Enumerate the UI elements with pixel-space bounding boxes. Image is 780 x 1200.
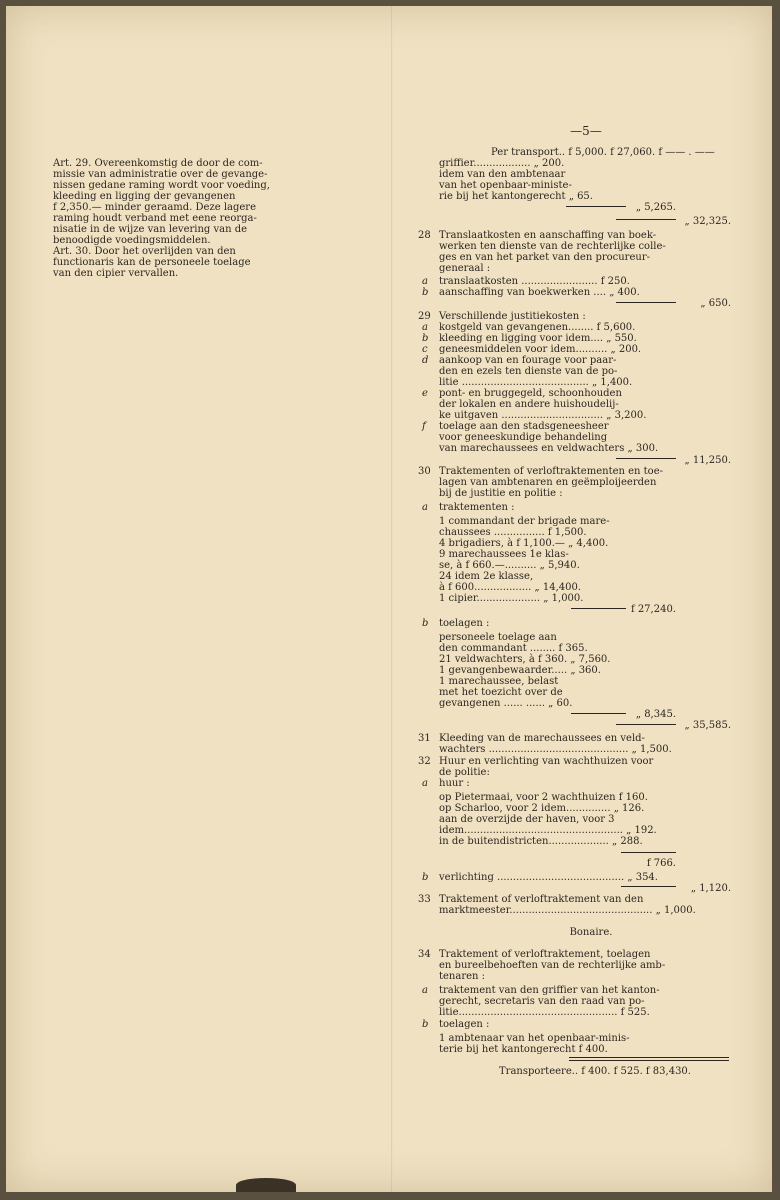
note-line: raming houdt verband met eene reorga- xyxy=(53,213,257,224)
note-line: nissen gedane raming wordt voor voeding, xyxy=(53,180,270,191)
sub-marker: a xyxy=(422,276,428,287)
ledger-line: kostgeld van gevangenen........ f 5,600. xyxy=(439,322,636,333)
ledger-line: toelagen : xyxy=(439,1019,490,1030)
ledger-line: traktementen : xyxy=(439,502,515,513)
item-number: 29 xyxy=(418,311,431,322)
ledger-line: aanschaffing van boekwerken .... „ 400. xyxy=(439,287,640,298)
ledger-line: ges en van het parket van den procureur- xyxy=(439,252,650,263)
total: „ 35,585. xyxy=(684,720,731,731)
ledger-line: generaal : xyxy=(439,263,491,274)
ledger-line: 9 marechaussees 1e klas- xyxy=(439,549,569,560)
note-line: nisatie in de wijze van levering van de xyxy=(53,224,248,235)
ledger-line: aankoop van en fourage voor paar- xyxy=(439,355,617,366)
sum-rule xyxy=(569,1057,729,1058)
ledger-line: huur : xyxy=(439,778,470,789)
ledger-line: aan de overzijde der haven, voor 3 xyxy=(439,814,615,825)
subtotal: f 27,240. xyxy=(630,604,676,615)
ledger-line: gerecht, secretaris van den raad van po- xyxy=(439,996,645,1007)
ledger-line: den commandant ........ f 365. xyxy=(439,643,588,654)
ledger-line: 21 veldwachters, à f 360. „ 7,560. xyxy=(439,654,611,665)
note-line: f 2,350.— minder geraamd. Deze lagere xyxy=(53,202,257,213)
document-page xyxy=(6,6,772,1192)
transporteere: Transporteere.. f 400. f 525. f 83,430. xyxy=(499,1066,691,1077)
sub-marker: b xyxy=(422,287,429,298)
ledger-line: griffier.................. „ 200. xyxy=(439,158,565,169)
note-line: missie van administratie over de gevange- xyxy=(53,169,268,180)
ledger-line: werken ten dienste van de rechterlijke colle- xyxy=(439,241,666,252)
ledger-line: lagen van ambtenaren en geëmploijeerden xyxy=(439,477,657,488)
total: „ 11,250. xyxy=(684,455,731,466)
note-line: van den cipier vervallen. xyxy=(53,268,179,279)
ledger-line: bij de justitie en politie : xyxy=(439,488,563,499)
item-number: 33 xyxy=(418,894,431,905)
ledger-line: van het openbaar-ministe- xyxy=(439,180,572,191)
ledger-line: personeele toelage aan xyxy=(439,632,557,643)
ledger-line: translaatkosten ........................ f 250. xyxy=(439,276,630,287)
ledger-line: en bureelbehoeften van de rechterlijke amb- xyxy=(439,960,666,971)
ledger-line: voor geneeskundige behandeling xyxy=(439,432,608,443)
page-number: —5— xyxy=(570,124,602,138)
sub-marker: f xyxy=(422,421,426,432)
ledger-line: à f 600.................. „ 14,400. xyxy=(439,582,582,593)
ledger-line: kleeding en ligging voor idem.... „ 550. xyxy=(439,333,637,344)
sub-marker: b xyxy=(422,618,429,629)
item-number: 28 xyxy=(418,230,431,241)
ledger-line: in de buitendistricten................... „ 288. xyxy=(439,836,643,847)
item-number: 31 xyxy=(418,733,431,744)
sub-marker: a xyxy=(422,322,428,333)
ledger-line: 24 idem 2e klasse, xyxy=(439,571,534,582)
ledger-line: gevangenen ...... ...... „ 60. xyxy=(439,698,573,709)
ledger-line: rie bij het kantongerecht „ 65. xyxy=(439,191,593,202)
ledger-line: 1 marechaussee, belast xyxy=(439,676,559,687)
ledger-line: pont- en bruggegeld, schoonhouden xyxy=(439,388,622,399)
ledger-line: 4 brigadiers, à f 1,100.— „ 4,400. xyxy=(439,538,609,549)
note-line: Art. 30. Door het overlijden van den xyxy=(53,246,236,257)
sub-marker: c xyxy=(422,344,428,355)
ledger-line: de politie: xyxy=(439,767,490,778)
ledger-line: den en ezels ten dienste van de po- xyxy=(439,366,618,377)
ledger-line: van marechaussees en veldwachters „ 300. xyxy=(439,443,659,454)
ledger-line: chaussees ................ f 1,500. xyxy=(439,527,587,538)
subtotal: „ 5,265. xyxy=(635,202,676,213)
ledger-line: met het toezicht over de xyxy=(439,687,563,698)
sum-rule xyxy=(621,852,676,853)
subtotal: f 766. xyxy=(646,858,676,869)
ledger-line: 1 ambtenaar van het openbaar-minis- xyxy=(439,1033,630,1044)
ledger-line: ke uitgaven ................................ „ 3,200. xyxy=(439,410,647,421)
note-line: kleeding en ligging der gevangenen xyxy=(53,191,236,202)
ledger-line: idem van den ambtenaar xyxy=(439,169,566,180)
paper-damage xyxy=(236,1178,296,1192)
ledger-line: idem.................................................. „ 192. xyxy=(439,825,657,836)
ledger-line: marktmeester............................................. „ 1,000. xyxy=(439,905,696,916)
sub-marker: a xyxy=(422,985,428,996)
total: „ 1,120. xyxy=(690,883,731,894)
ledger-line: Verschillende justitiekosten : xyxy=(439,311,586,322)
sub-marker: a xyxy=(422,778,428,789)
ledger-line: toelagen : xyxy=(439,618,490,629)
page-fold xyxy=(391,6,393,1192)
item-number: 30 xyxy=(418,466,431,477)
ledger-line: Kleeding van de marechaussees en veld- xyxy=(439,733,645,744)
sub-marker: b xyxy=(422,333,429,344)
ledger-line: 1 cipier.................... „ 1,000. xyxy=(439,593,584,604)
sub-marker: b xyxy=(422,872,429,883)
subtotal: „ 8,345. xyxy=(635,709,676,720)
sub-marker: d xyxy=(422,355,429,366)
note-line: Art. 29. Overeenkomstig de door de com- xyxy=(53,158,263,169)
note-line: benoodigde voedingsmiddelen. xyxy=(53,235,211,246)
per-transport: Per transport.. f 5,000. f 27,060. f —— . —— xyxy=(491,147,715,158)
ledger-line: op Pietermaai, voor 2 wachthuizen f 160. xyxy=(439,792,648,803)
ledger-line: verlichting ........................................ „ 354. xyxy=(439,872,658,883)
item-number: 32 xyxy=(418,756,431,767)
section-heading: Bonaire. xyxy=(569,927,613,938)
ledger-line: litie ........................................ „ 1,400. xyxy=(439,377,633,388)
ledger-line: traktement van den griffier van het kanton- xyxy=(439,985,660,996)
sum-rule xyxy=(569,1060,729,1061)
sub-marker: e xyxy=(422,388,428,399)
ledger-line: Traktement of verloftraktement van den xyxy=(439,894,644,905)
ledger-line: tenaren : xyxy=(439,971,486,982)
ledger-line: op Scharloo, voor 2 idem.............. „ 126. xyxy=(439,803,645,814)
ledger-line: litie.................................................. f 525. xyxy=(439,1007,650,1018)
total: „ 650. xyxy=(700,298,731,309)
ledger-line: wachters ............................................ „ 1,500. xyxy=(439,744,672,755)
sub-marker: a xyxy=(422,502,428,513)
ledger-line: Traktementen of verloftraktementen en toe- xyxy=(439,466,663,477)
item-number: 34 xyxy=(418,949,431,960)
ledger-line: terie bij het kantongerecht f 400. xyxy=(439,1044,608,1055)
ledger-line: se, à f 660.—.......... „ 5,940. xyxy=(439,560,580,571)
ledger-line: 1 gevangenbewaarder..... „ 360. xyxy=(439,665,601,676)
sub-marker: b xyxy=(422,1019,429,1030)
ledger-line: Huur en verlichting van wachthuizen voor xyxy=(439,756,654,767)
ledger-line: Translaatkosten en aanschaffing van boek- xyxy=(439,230,657,241)
ledger-line: geneesmiddelen voor idem.......... „ 200. xyxy=(439,344,642,355)
total: „ 32,325. xyxy=(684,216,731,227)
ledger-line: Traktement of verloftraktement, toelagen xyxy=(439,949,651,960)
ledger-line: toelage aan den stadsgeneesheer xyxy=(439,421,609,432)
ledger-line: der lokalen en andere huishoudelij- xyxy=(439,399,619,410)
note-line: functionaris kan de personeele toelage xyxy=(53,257,251,268)
ledger-line: 1 commandant der brigade mare- xyxy=(439,516,610,527)
